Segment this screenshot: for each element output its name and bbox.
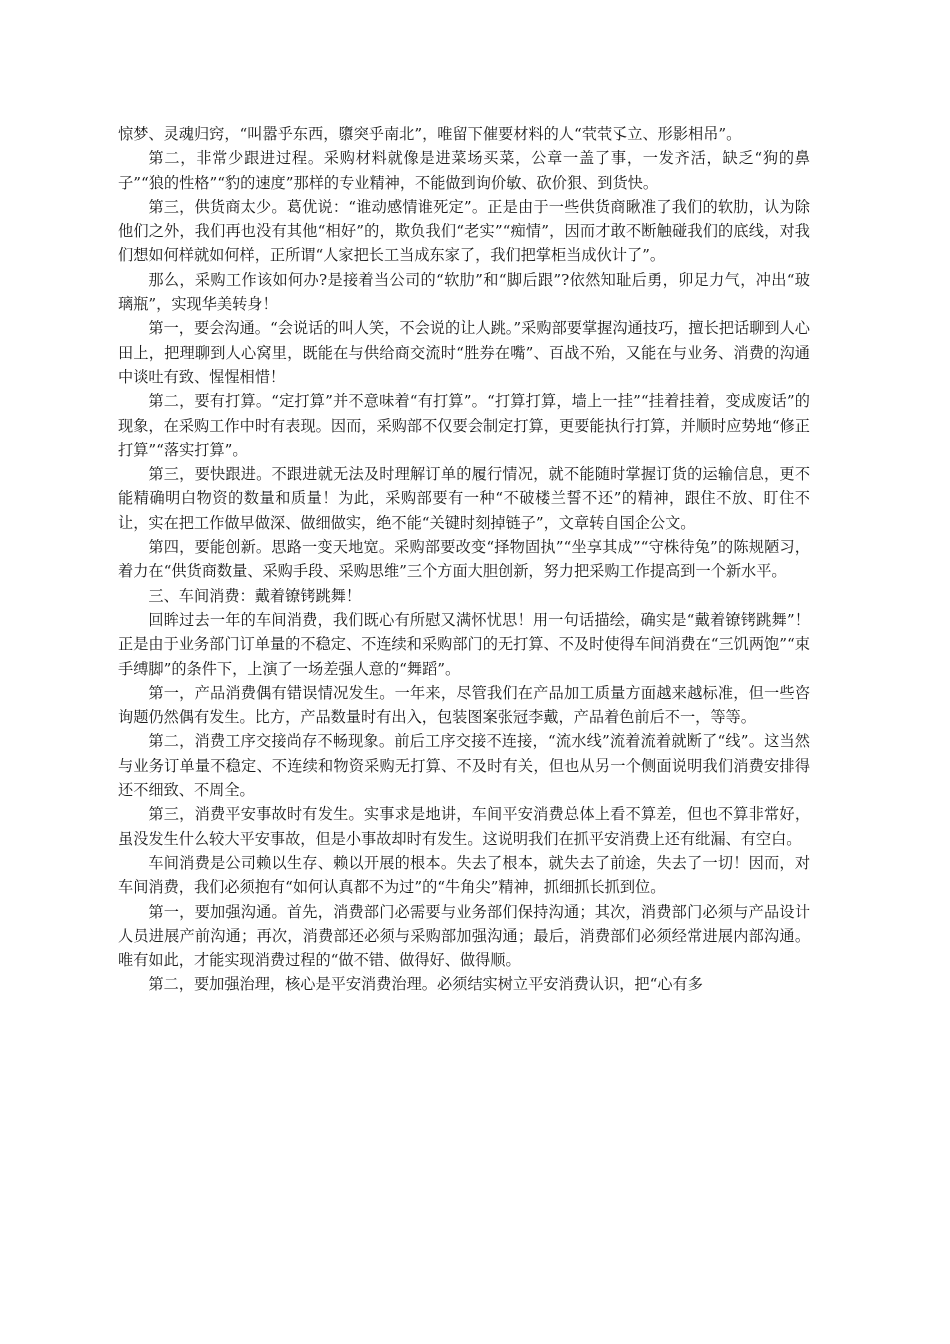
paragraph: 第三，供货商太少。葛优说：“谁动感情谁死定”。正是由于一些供货商瞅准了我们的软肋，认为除他们之外，我们再也没有其他“相好”的，欺负我们“老实”“痴情”，因而才敢不断触碰我们的底线，对我们想如何样就如何样，正所谓“人家把长工当成东家了，我们把掌柜当成伙计了”。 bbox=[118, 197, 810, 265]
paragraph: 第一，要会沟通。“会说话的叫人笑，不会说的让人跳。”采购部要掌握沟通技巧，擅长把话聊到人心田上，把理聊到人心窝里，既能在与供给商交流时“胜券在嘴”、百战不殆，又能在与业务、消费的沟通中谈吐有致、惺惺相惜！ bbox=[118, 319, 810, 386]
paragraph: 第一，要加强沟通。首先，消费部门必需要与业务部们保持沟通；其次，消费部门必须与产品设计人员进展产前沟通；再次，消费部还必须与采购部加强沟通；最后，消费部们必须经常进展内部沟通。唯有如此，才能实现消费过程的“做不错、做得好、做得顺。 bbox=[118, 902, 810, 970]
paragraph: 第四，要能创新。思路一变天地宽。采购部要改变“择物固执”“坐享其成”“守株待兔”的陈规陋习，着力在“供货商数量、采购手段、采购思维”三个方面大胆创新，努力把采购工作提高到一个新水平。 bbox=[118, 538, 810, 581]
paragraph: 第三，要快跟进。不跟进就无法及时理解订单的履行情况，就不能随时掌握订货的运输信息，更不能精确明白物资的数量和质量！为此，采购部要有一种“不破楼兰誓不还”的精神，跟住不放、盯住不让，实在把工作做早做深、做细做实，绝不能“关键时刻掉链子”，文章转自国企公文。 bbox=[118, 465, 810, 532]
paragraph: 第二，要有打算。“定打算”并不意味着“有打算”。“打算打算，墙上一挂”“挂着挂着，变成废话”的现象，在采购工作中时有表现。因而，采购部不仅要会制定打算，更要能执行打算，并顺时应势地“修正打算”“落实打算”。 bbox=[118, 392, 810, 459]
paragraph: 第三，消费平安事故时有发生。实事求是地讲，车间平安消费总体上看不算差，但也不算非常好，虽没发生什么较大平安事故，但是小事故却时有发生。这说明我们在抓平安消费上还有纰漏、有空白。 bbox=[118, 805, 810, 848]
section-heading: 三、车间消费：戴着镣铐跳舞！ bbox=[148, 586, 362, 605]
document-body bbox=[118, 122, 810, 997]
paragraph: 车间消费是公司赖以生存、赖以开展的根本。失去了根本，就失去了前途，失去了一切！因而，对车间消费，我们必须抱有“如何认真都不为过”的“牛角尖”精神，抓细抓长抓到位。 bbox=[118, 853, 810, 897]
paragraph: 第二，非常少跟进过程。采购材料就像是进菜场买菜，公章一盖了事，一发齐活，缺乏“狗的鼻子”“狼的性格”“豹的速度”那样的专业精神，不能做到询价敏、砍价狠、到货快。 bbox=[118, 149, 810, 192]
paragraph: 惊梦、灵魂归窍，“叫嚣乎东西，隳突乎南北”，唯留下催要材料的人“茕茕孓立、形影相吊”。 bbox=[118, 125, 742, 143]
paragraph: 第一，产品消费偶有错误情况发生。一年来，尽管我们在产品加工质量方面越来越标准，但一些咨询题仍然偶有发生。比方，产品数量时有出入，包装图案张冠李戴，产品着色前后不一，等等。 bbox=[118, 683, 810, 727]
paragraph: 第二，要加强治理，核心是平安消费治理。必须结实树立平安消费认识，把“心有多 bbox=[148, 975, 703, 994]
paragraph: 第二，消费工序交接尚存不畅现象。前后工序交接不连接，“流水线”流着流着就断了“线”。这当然与业务订单量不稳定、不连续和物资采购无打算、不及时有关，但也从另一个侧面说明我们消费安排得还不细致、不周全。 bbox=[118, 732, 810, 800]
paragraph: 回眸过去一年的车间消费，我们既心有所慰又满怀忧思！用一句话描绘，确实是“戴着镣铐跳舞”！正是由于业务部门订单量的不稳定、不连续和采购部门的无打算、不及时使得车间消费在“三饥两饱”“束手缚脚”的条件下，上演了一场差强人意的“舞蹈”。 bbox=[118, 610, 810, 678]
paragraph: 那么，采购工作该如何办?是接着当公司的“软肋”和“脚后跟”?依然知耻后勇，卯足力气，冲出“玻璃瓶”，实现华美转身！ bbox=[118, 270, 810, 314]
